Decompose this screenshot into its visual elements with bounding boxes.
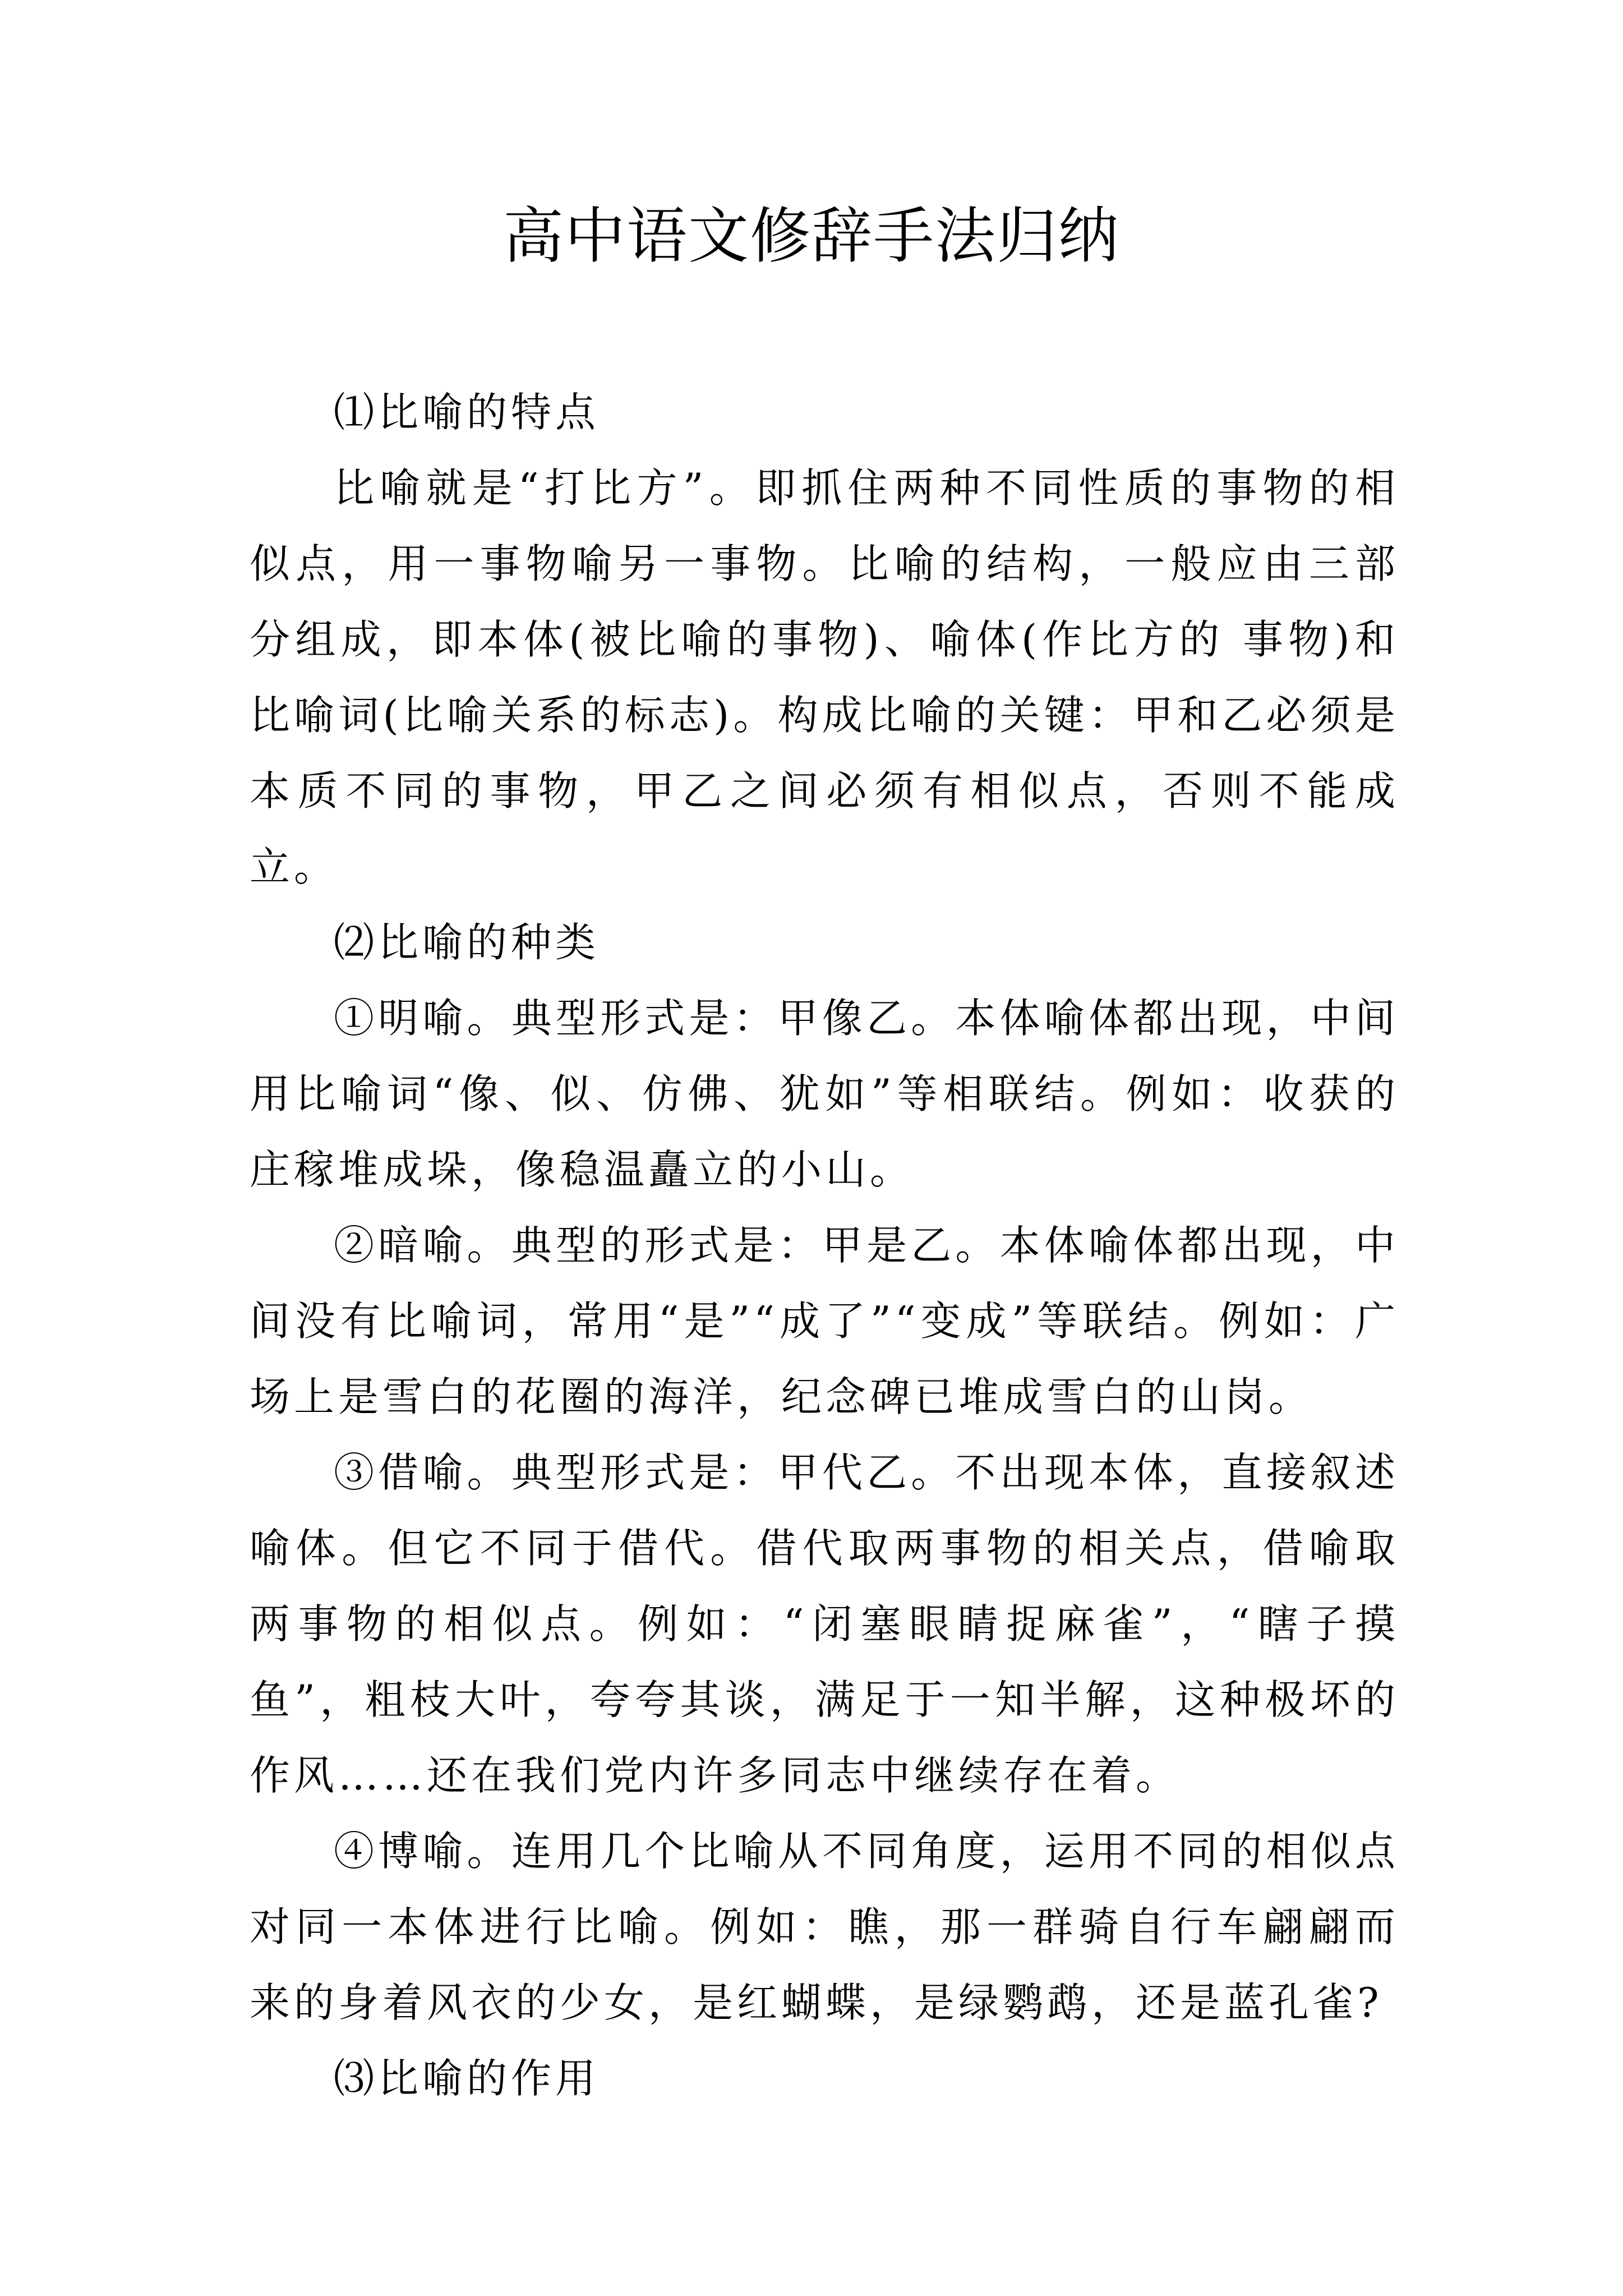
paragraph-simile: ①明喻。典型形式是：甲像乙。本体喻体都出现，中间用比喻词“像、似、仿佛、犹如”等相联结。例如：收获的庄稼堆成垛，像稳温矗立的小山。 — [250, 995, 1399, 1193]
paragraph-metaphor-definition: 比喻就是“打比方”。即抓住两种不同性质的事物的相似点，用一事物喻另一事物。比喻的结构，一般应由三部分组成，即本体(被比喻的事物)、喻体(作比方的 事物)和比喻词(比喻关系的标志)。构成比喻的关键：甲和乙必须是本质不同的事物，甲乙之间必须有相似点，否则不能成立。 — [250, 464, 1399, 890]
paragraph-borrowed-metaphor: ③借喻。典型形式是：甲代乙。不出现本体，直接叙述喻体。但它不同于借代。借代取两事物的相关点，借喻取两事物的相似点。例如：“闭塞眼睛捉麻雀”，“瞎子摸鱼”，粗枝大叶，夸夸其谈，满足于一知半解，这种极坏的作风……还在我们党内许多同志中继续存在着。 — [250, 1449, 1399, 1799]
document-title: 高中语文修辞手法归纳 — [502, 201, 1120, 272]
heading-metaphor-function: ⑶比喻的作用 — [334, 2055, 600, 2102]
paragraph-extended-metaphor: ④博喻。连用几个比喻从不同角度，运用不同的相似点对同一本体进行比喻。例如：瞧，那一群骑自行车翩翩而来的身着风衣的少女，是红蝴蝶，是绿鹦鹉，还是蓝孔雀? — [250, 1828, 1399, 2026]
paragraph-implicit-metaphor: ②暗喻。典型的形式是：甲是乙。本体喻体都出现，中间没有比喻词，常用“是”“成了”“变成”等联结。例如：广场上是雪白的花圈的海洋，纪念碑已堆成雪白的山岗。 — [250, 1222, 1399, 1420]
document-body — [250, 375, 1399, 2116]
heading-metaphor-types: ⑵比喻的种类 — [334, 919, 600, 966]
heading-metaphor-features: ⑴比喻的特点 — [334, 389, 600, 436]
